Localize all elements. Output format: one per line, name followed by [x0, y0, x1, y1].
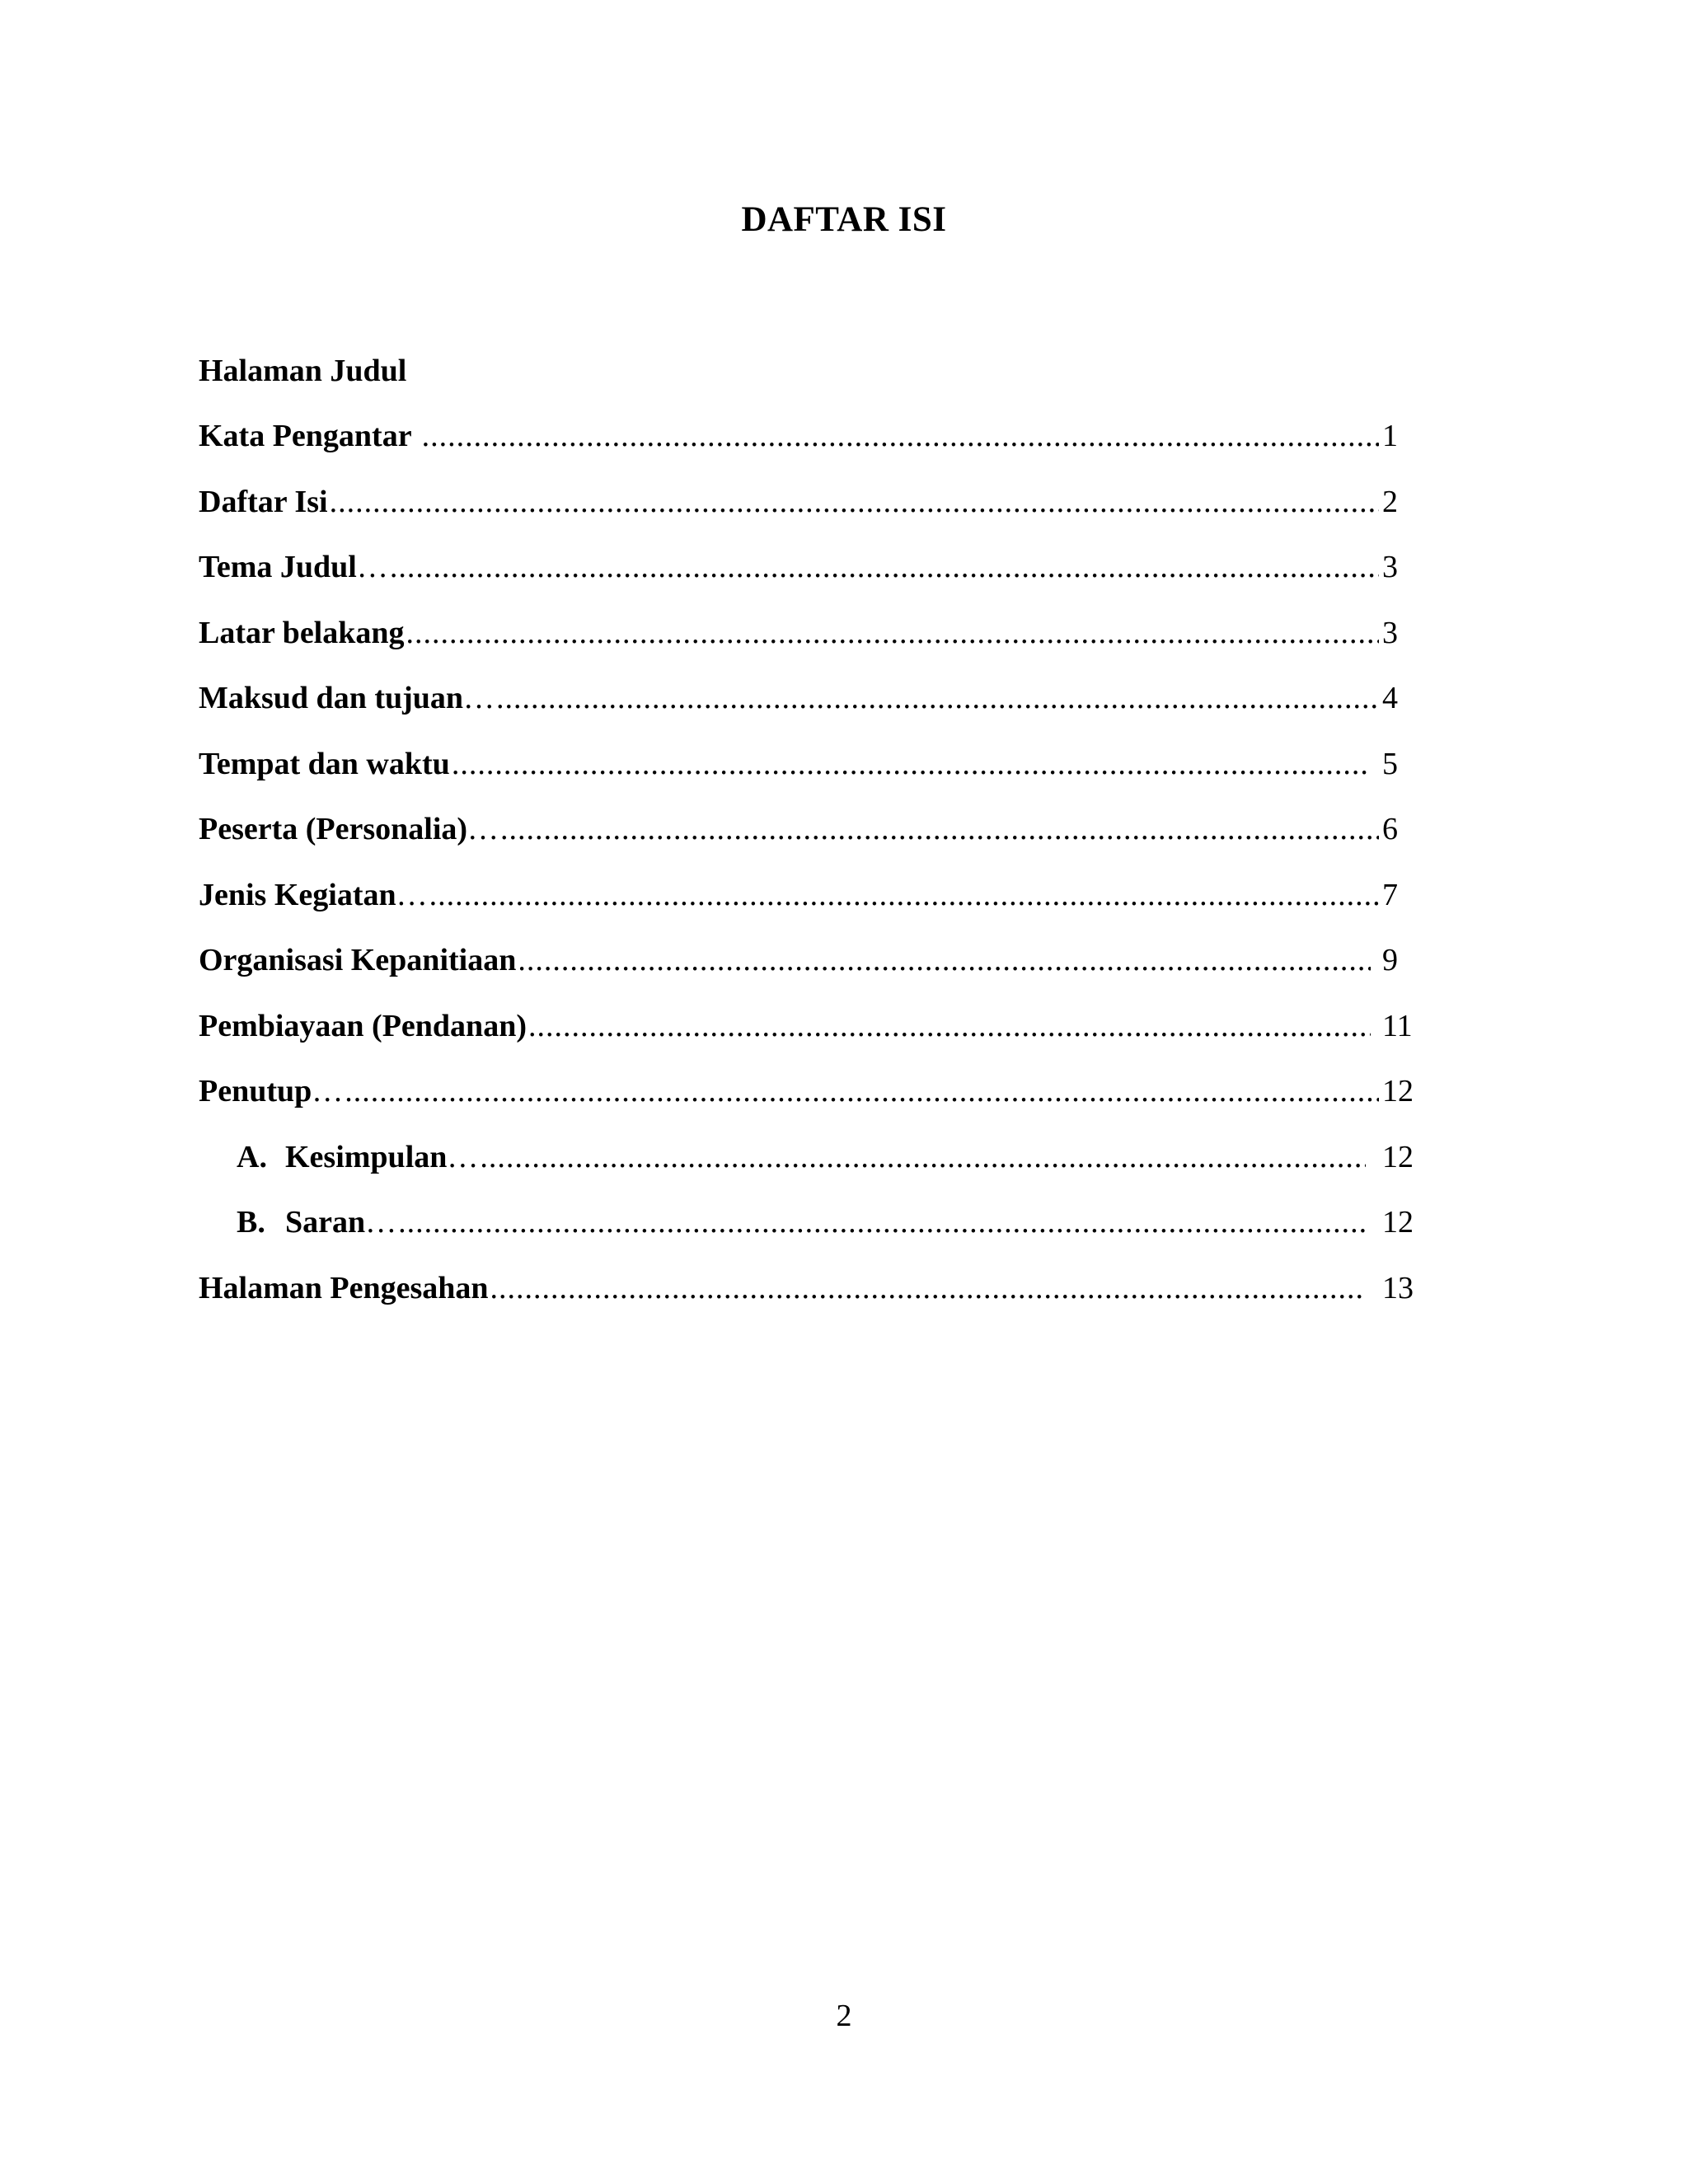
toc-entry-jenis-kegiatan	[199, 862, 1423, 928]
toc-entry-label: Peserta (Personalia)	[199, 812, 468, 847]
toc-entry-page-number: 9	[1382, 943, 1398, 978]
toc-entry-tema-judul	[199, 535, 1423, 601]
dot-leader	[452, 746, 1371, 782]
dot-leader	[528, 1008, 1371, 1044]
toc-subentry-label-group	[199, 1204, 396, 1240]
toc-entry-label: Penutup	[199, 1074, 312, 1109]
toc-entry-label: Latar belakang	[199, 615, 405, 650]
toc-entry-kata-pengantar	[199, 404, 1423, 470]
toc-entry-halaman-judul	[199, 338, 1423, 404]
toc-entry-label: Kata Pengantar	[199, 419, 412, 454]
toc-entry-page-number: 13	[1382, 1270, 1414, 1305]
toc-entry-ellipsis: …	[463, 681, 495, 716]
toc-entry-peserta	[199, 797, 1423, 863]
page-title: DAFTAR ISI	[741, 200, 947, 239]
toc-subentry-page-number: 12	[1382, 1205, 1414, 1240]
dot-leader	[422, 418, 1379, 454]
toc-entry-page-number: 6	[1382, 812, 1398, 847]
toc-entry-label: Jenis Kegiatan	[199, 877, 396, 912]
toc-entry-ellipsis: …	[467, 812, 499, 847]
toc-entry-label: Maksud dan tujuan	[199, 681, 464, 716]
toc-entry-page-number: 5	[1382, 746, 1398, 781]
page-number: 2	[836, 1999, 852, 2033]
toc-entry-ellipsis: …	[396, 877, 428, 912]
toc-entry-daftar-isi	[199, 469, 1423, 535]
toc-entry-label: Tema Judul	[199, 550, 357, 585]
dot-leader	[490, 1270, 1366, 1306]
toc-entry-label: Pembiayaan (Pendanan)	[199, 1008, 527, 1043]
toc-entry-label: Tempat dan waktu	[199, 746, 450, 781]
toc-subentry-page-number: 12	[1382, 1139, 1414, 1174]
toc-entry-page-number: 3	[1382, 550, 1398, 585]
dot-leader	[398, 1204, 1366, 1240]
toc-entry-page-number: 4	[1382, 681, 1398, 716]
toc-entry-page-number: 2	[1382, 484, 1398, 519]
toc-entry-label: Organisasi Kepanitiaan	[199, 943, 517, 978]
toc-subentry-ellipsis: …	[447, 1139, 479, 1174]
dot-leader	[345, 1073, 1379, 1109]
dot-leader	[496, 680, 1379, 716]
toc-entry-page-number: 11	[1382, 1008, 1413, 1043]
dot-leader	[429, 877, 1379, 913]
toc-entry-page-number: 7	[1382, 877, 1398, 912]
toc-entry-organisasi-kepanitiaan	[199, 928, 1423, 994]
toc-entry-pembiayaan	[199, 993, 1423, 1059]
toc-subentry-saran	[199, 1190, 1423, 1256]
toc-entry-page-number: 12	[1382, 1074, 1414, 1109]
toc-entry-page-number: 3	[1382, 615, 1398, 650]
dot-leader	[480, 1139, 1366, 1175]
toc-entry-ellipsis: …	[312, 1074, 344, 1109]
toc-subentry-kesimpulan	[199, 1124, 1423, 1190]
toc-subentry-label-group	[199, 1139, 478, 1175]
toc-entry-ellipsis: …	[356, 550, 388, 585]
toc-subentry-label: Kesimpulan	[285, 1139, 448, 1174]
dot-leader	[390, 549, 1379, 585]
toc-subentry-marker: B.	[237, 1205, 265, 1240]
dot-leader	[500, 811, 1379, 847]
toc-subentry-ellipsis: …	[365, 1205, 397, 1240]
toc-entry-label: Daftar Isi	[199, 484, 328, 519]
toc-entry-latar-belakang	[199, 600, 1423, 666]
dot-leader	[330, 484, 1379, 520]
toc-entry-halaman-pengesahan	[199, 1255, 1423, 1321]
toc-entry-page-number: 1	[1382, 419, 1398, 454]
toc-entry-label: Halaman Judul	[199, 353, 407, 388]
toc-entry-label: Halaman Pengesahan	[199, 1270, 489, 1305]
table-of-contents	[199, 338, 1423, 1321]
toc-entry-penutup	[199, 1059, 1423, 1125]
toc-entry-maksud-dan-tujuan	[199, 666, 1423, 732]
toc-subentry-label: Saran	[285, 1205, 366, 1240]
toc-subentry-marker: A.	[237, 1139, 267, 1174]
dot-leader	[406, 615, 1379, 651]
toc-entry-tempat-dan-waktu	[199, 731, 1423, 797]
dot-leader	[518, 942, 1371, 978]
